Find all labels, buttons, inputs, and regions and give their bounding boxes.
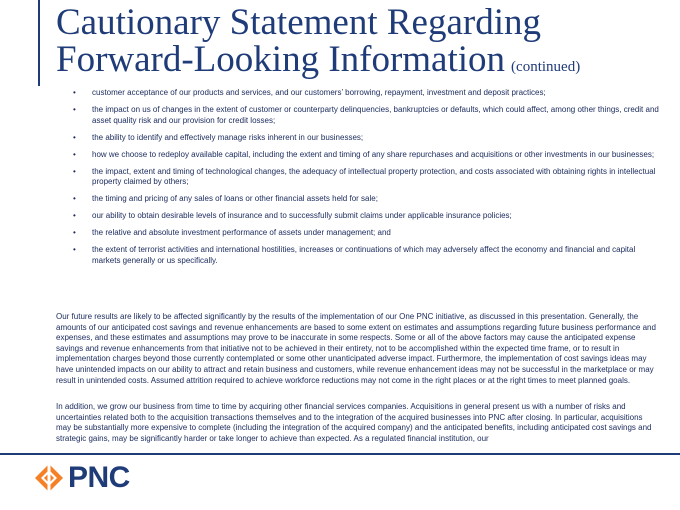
- pnc-diamond-icon: [34, 463, 64, 493]
- pnc-wordmark: PNC: [68, 461, 130, 494]
- list-item: • the extent of terrorist activities and international hostilities, increases or continuations of which may adversely affect the economy and financial and capital markets generally or us specifically.: [70, 245, 660, 266]
- risk-factor-list: [70, 88, 660, 273]
- list-item: • the impact on us of changes in the extent of customer or counterparty delinquencies, bankruptcies or defaults, which could affect, among other things, credit and asset quality risk and our provision for credit losses;: [70, 105, 660, 126]
- title-continued-suffix: (continued): [511, 59, 581, 75]
- one-pnc-paragraph: Our future results are likely to be affected significantly by the results of the implementation of our One PNC initiative, as discussed in this presentation. Generally, the amounts of our anticipated cost savings and revenue enhancements are based to some extent on estimates and assumptions regarding future business performance and expenses, and these estimates and assumptions may prove to be inaccurate in some respects. Some or all of the above factors may cause the anticipated expense savings and revenue enhancements from that initiative not to be achieved in their entirety, not to be accomplished within the expected time frame, or to result in implementation charges beyond those currently contemplated or some other unanticipated adverse impact. Furthermore, the implementation of cost savings ideas may have unintended impacts on our ability to attract and retain business and customers, while revenue enhancement ideas may not be successful in the marketplace or may result in unintended costs. Assumed attrition required to achieve workforce reductions may not come in the right places or at the right times to meet planned goals.: [56, 312, 656, 385]
- list-item: • the ability to identify and effectively manage risks inherent in our businesses;: [70, 133, 660, 144]
- title-line-2-text: Forward-Looking Information: [56, 39, 506, 80]
- footer-rule: [0, 453, 680, 455]
- title-accent-rule: [38, 0, 40, 86]
- list-item: • our ability to obtain desirable levels of insurance and to successfully submit claims under applicable insurance policies;: [70, 211, 660, 222]
- list-item: • the impact, extent and timing of technological changes, the adequacy of intellectual property protection, and costs associated with obtaining rights in intellectual property claimed by others;: [70, 167, 660, 188]
- list-item: • how we choose to redeploy available capital, including the extent and timing of any share repurchases and acquisitions or other investments in our businesses;: [70, 150, 660, 161]
- acquisitions-paragraph: In addition, we grow our business from time to time by acquiring other financial services companies. Acquisitions in general present us with a number of risks and uncertainties related both to the acquisition transactions themselves and to the integration of the acquired businesses into PNC after closing. In particular, acquisitions may be substantially more expensive to complete (including the integration of the acquired company) and the anticipated benefits, including anticipated cost savings and strategic gains, may be significantly harder or take longer to achieve than expected. As a regulated financial institution, our: [56, 402, 652, 443]
- title-line-1: Cautionary Statement Regarding: [56, 2, 541, 43]
- list-item: • the relative and absolute investment performance of assets under management; and: [70, 228, 660, 239]
- slide-title: [56, 4, 676, 86]
- pnc-logo: [34, 460, 130, 496]
- title-line-2: [56, 41, 676, 86]
- list-item: • the timing and pricing of any sales of loans or other financial assets held for sale;: [70, 194, 660, 205]
- list-item: • customer acceptance of our products and services, and our customers’ borrowing, repayment, investment and deposit practices;: [70, 88, 660, 99]
